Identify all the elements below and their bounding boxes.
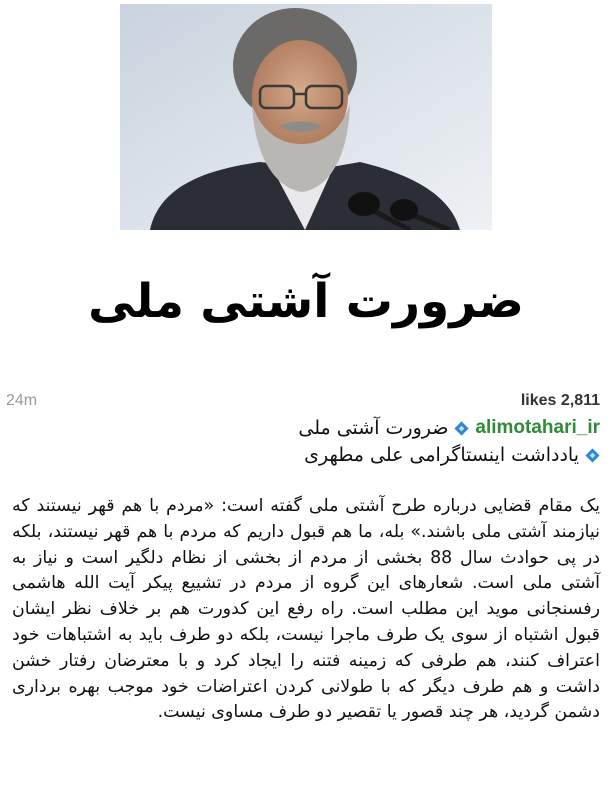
caption-title-line	[298, 415, 600, 441]
caption-title: ضرورت آشتی ملی	[298, 417, 449, 439]
post-meta-row	[0, 392, 612, 414]
post-headline: ضرورت آشتی ملی	[88, 274, 524, 329]
post-photo[interactable]	[120, 4, 492, 230]
caption-subtitle-line	[304, 442, 600, 468]
post-body-text: یک مقام قضایی درباره طرح آشتی ملی گفته است: «مردم با هم قهر نیستند که نیازمند آشتی ملی باشند.» بله، ما هم قبول داریم که مردم با هم قهر نیستند، بلکه در پی حوادث سال 88 بخشی از مردم از بخشی از نظام دلگیر است و نیاز به آشتی ملی است. شعارهای این گروه از مردم در تشییع پیکر آیت الله هاشمی رفسنجانی موید این مطلب است. راه رفع این کدورت هم بر خلاف نظر ایشان قبول اشتباه از سوی یک طرف ماجرا نیست، بلکه دو طرف باید به اشتباهات خود اعتراف کنند، هم طرفی که زمینه فتنه را ایجاد کرد و با معترضان رفتار خشن داشت و هم طرف دیگر که با طولانی کردن اعتراضات خود موجب بهره برداری دشمن گردید، هر چند قصور یا تقصیر دو طرف مساوی نیست.	[12, 496, 600, 723]
likes-count[interactable]: likes 2,811	[520, 392, 600, 409]
blue-diamond-icon	[454, 421, 469, 436]
portrait-image	[120, 4, 492, 230]
caption-subtitle: یادداشت اینستاگرامی علی مطهری	[304, 444, 579, 466]
blue-diamond-icon	[585, 448, 600, 463]
username-link[interactable]: alimotahari_ir	[475, 417, 600, 438]
post-timestamp: 24m	[6, 392, 38, 409]
